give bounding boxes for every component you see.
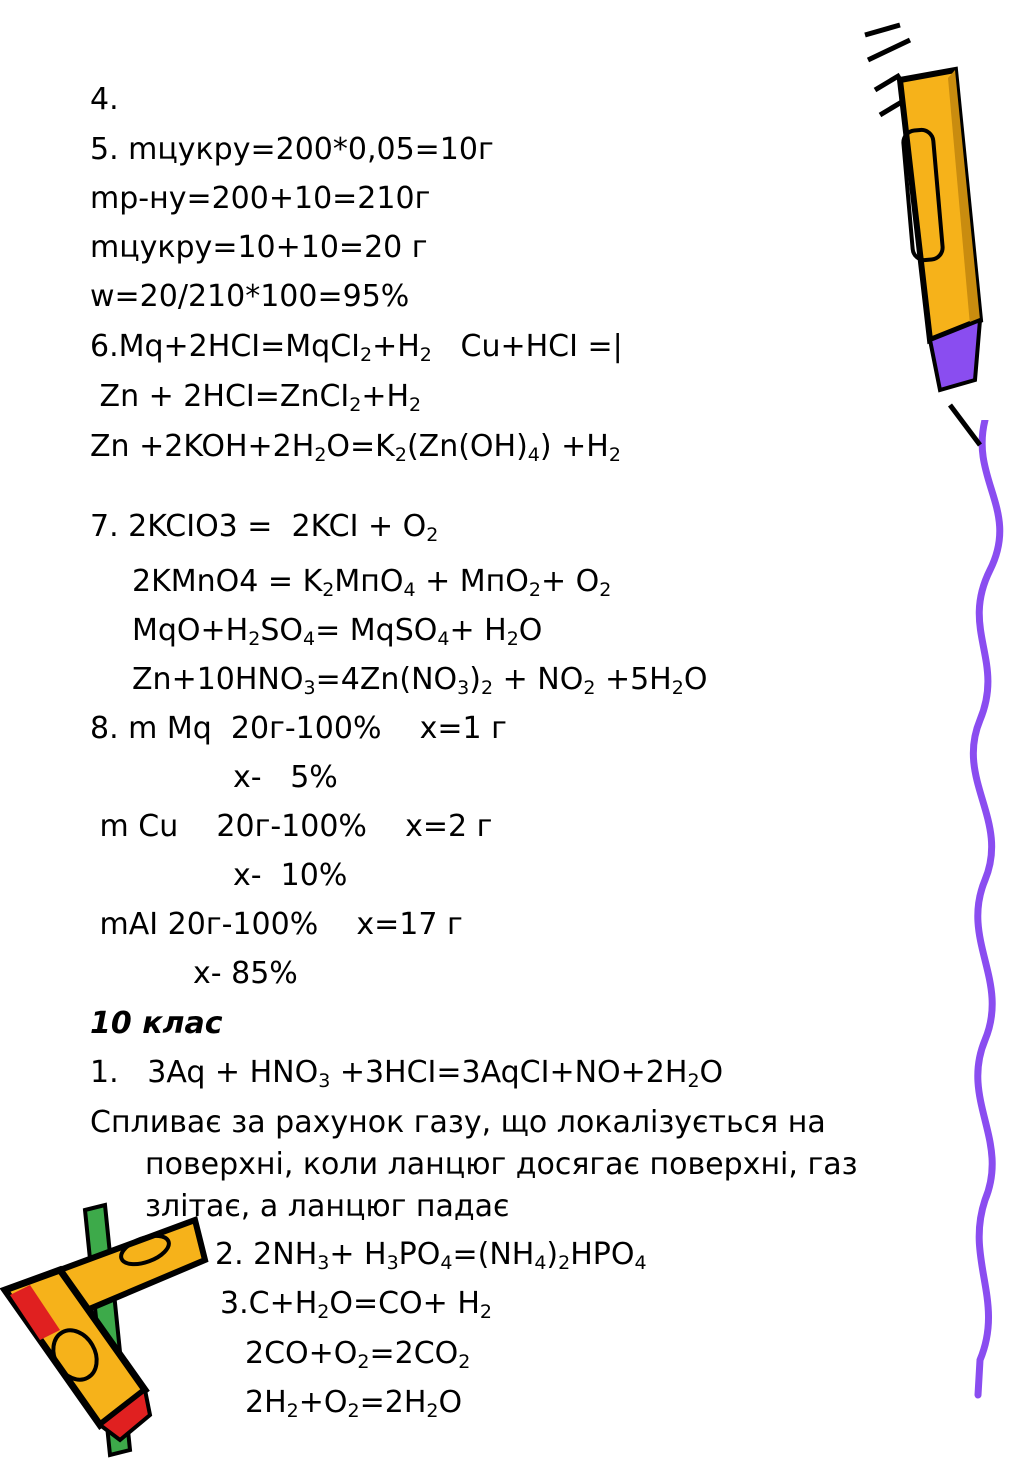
line-c-h2o: $3.C+H_2O=CO+ H_2$ bbox=[220, 1286, 492, 1323]
line-kmno4: 2KMnO4 = $K_2MпO_4 + MпO_2+ O_2$ bbox=[132, 564, 612, 601]
line-zn-hcl: $Zn + 2HCI=ZnCI_2+H_2$ bbox=[90, 379, 422, 416]
line-8-mg: 8. m Mq 20г-100% x=1 г bbox=[90, 711, 507, 746]
line-7-kclo3: 7. 2KCIO3 = $2KCI + O_2$ bbox=[90, 509, 439, 546]
line-mgo: $MqO+H_2SO_4=$ MqSO$_4$+ $H_2O$ bbox=[132, 613, 543, 650]
line-zn-hno3: $Zn+10HNO_3=4Zn(NO_3)_2 + NO_2 +5H_2O$ bbox=[132, 662, 708, 699]
line-nh3: 2. $2NH_3+ H_3PO_4=(NH_4)_2HPO_4$ bbox=[215, 1237, 647, 1274]
line-5-sugar-mass: 5. mцукру=200*0,05=10г bbox=[90, 132, 494, 167]
line-4: 4. bbox=[90, 82, 119, 117]
section-heading-10-class: 10 клас bbox=[90, 1006, 223, 1041]
line-cu-x: x- 10% bbox=[233, 858, 348, 893]
wavy-line bbox=[930, 420, 1024, 1400]
line-cu: m Cu 20г-100% x=2 г bbox=[90, 809, 493, 844]
line-solution-mass: mр-ну=200+10=210г bbox=[90, 181, 431, 216]
line-mg-x: x- 5% bbox=[233, 760, 338, 795]
line-zn-koh: $Zn +2KOH+2H_2O=K_2(Zn(OH)_4) +H_2$ bbox=[90, 429, 621, 466]
crossed-pencils-clipart bbox=[0, 1190, 215, 1465]
line-h2-o2: $2H_2+O_2=2H_2O$ bbox=[245, 1385, 463, 1422]
line-sugar-total: mцукру=10+10=20 г bbox=[90, 230, 428, 265]
paragraph-line-1: Спливає за рахунок газу, що локалізується на bbox=[90, 1105, 826, 1140]
line-ag-reaction: 1. $3Aq + HNO_3$ $+3HCI=3AqCI+NO+2H_2O$ bbox=[90, 1055, 724, 1092]
line-al-x: x- 85% bbox=[193, 956, 298, 991]
paragraph-line-3: злітає, а ланцюг падає bbox=[145, 1189, 510, 1224]
line-fraction: w=20/210*100=95% bbox=[90, 279, 410, 314]
pencil-clipart bbox=[860, 20, 1000, 450]
line-co-o2: $2CO+O_2=2CO_2$ bbox=[245, 1336, 471, 1373]
line-6-mg-reaction: $6.Mq+2HCI=MqCI_2+H_2$ Cu+HCI =| bbox=[90, 329, 623, 366]
paragraph-line-2: поверхні, коли ланцюг досягає поверхні, газ bbox=[145, 1147, 858, 1182]
line-al: mAI 20г-100% x=17 г bbox=[90, 907, 463, 942]
